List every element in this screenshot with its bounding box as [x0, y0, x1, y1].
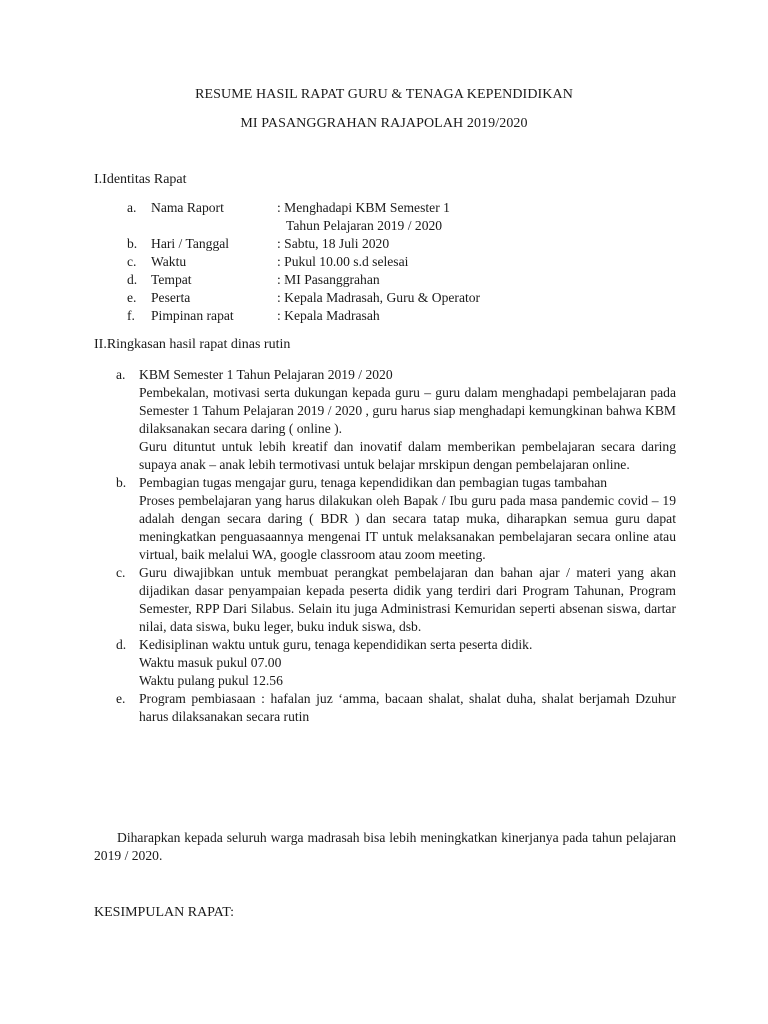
section-heading-summary: II.Ringkasan hasil rapat dinas rutin [94, 337, 291, 352]
summary-item-heading: Pembagian tugas mengajar guru, tenaga kependidikan dan pembagian tugas tambahan [139, 475, 608, 490]
identity-label: Peserta [151, 290, 191, 305]
summary-item-heading: Guru diwajibkan untuk membuat perangkat pembelajaran dan bahan ajar / materi yang akan dijadikan dasar penyampaian kepada peserta didik yang terdiri dari Program Tahunan, Program Semester, RPP Dari Silabus. Selain itu juga Administrasi Kemuridan seperti absenan siswa, dartar nilai, data siswa, buku leger, buku induk siswa, dsb. [139, 565, 676, 634]
identity-label: Waktu [151, 254, 187, 269]
summary-item-paragraph: Waktu pulang pukul 12.56 [139, 673, 283, 688]
identity-label: Hari / Tanggal [151, 236, 230, 251]
summary-item-heading: Program pembiasaan : hafalan juz ‘amma, bacaan shalat, shalat duha, shalat berjamah Dzuhur harus dilaksanakan secara rutin [139, 691, 676, 724]
summary-item-letter: d. [116, 637, 127, 652]
summary-item [116, 366, 676, 474]
identity-letter: f. [127, 308, 135, 323]
summary-item [116, 564, 676, 636]
summary-item [116, 474, 676, 564]
identity-label: Nama Raport [151, 200, 224, 215]
summary-item-paragraph: Pembekalan, motivasi serta dukungan kepada guru – guru dalam menghadapi pembelajaran pada Semester 1 Tahum Pelajaran 2019 / 2020 , guru harus siap menghadapi kemungkinan bahwa KBM dilaksanakan secara daring ( online ). [139, 385, 676, 436]
identity-letter: b. [127, 236, 138, 251]
section-heading-identity: I.Identitas Rapat [94, 172, 187, 187]
summary-item-letter: e. [116, 691, 126, 706]
summary-item-letter: c. [116, 565, 126, 580]
summary-item [116, 636, 676, 690]
identity-value: : MI Pasanggrahan [277, 272, 380, 287]
closing-paragraph: Diharapkan kepada seluruh warga madrasah bisa lebih meningkatkan kinerjanya pada tahun pelajaran 2019 / 2020. [94, 830, 676, 863]
summary-item-paragraph: Waktu masuk pukul 07.00 [139, 655, 282, 670]
summary-list [116, 366, 676, 726]
document-title: RESUME HASIL RAPAT GURU & TENAGA KEPENDIDIKAN [195, 87, 573, 102]
identity-value: : Pukul 10.00 s.d selesai [277, 254, 409, 269]
summary-item-letter: b. [116, 475, 127, 490]
summary-item-paragraph: Guru dituntut untuk lebih kreatif dan inovatif dalam memberikan pembelajaran secara daring supaya anak – anak lebih termotivasi untuk belajar mrskipun dengan pembelajaran online. [139, 439, 676, 472]
identity-letter: e. [127, 290, 137, 305]
identity-value: : Menghadapi KBM Semester 1 [277, 200, 450, 215]
identity-label: Pimpinan rapat [151, 308, 234, 323]
identity-letter: c. [127, 254, 137, 269]
identity-letter: d. [127, 272, 138, 287]
summary-item [116, 690, 676, 726]
document-subtitle: MI PASANGGRAHAN RAJAPOLAH 2019/2020 [240, 116, 528, 131]
conclusion-heading: KESIMPULAN RAPAT: [94, 905, 234, 920]
identity-value: : Kepala Madrasah [277, 308, 380, 323]
identity-letter: a. [127, 200, 137, 215]
identity-value: : Kepala Madrasah, Guru & Operator [277, 290, 481, 305]
identity-label: Tempat [151, 272, 192, 287]
summary-item-heading: Kedisiplinan waktu untuk guru, tenaga kependidikan serta peserta didik. [139, 637, 533, 652]
summary-item-letter: a. [116, 367, 126, 382]
identity-value-continuation: Tahun Pelajaran 2019 / 2020 [286, 218, 443, 233]
identity-value: : Sabtu, 18 Juli 2020 [277, 236, 390, 251]
summary-item-heading: KBM Semester 1 Tahun Pelajaran 2019 / 2020 [139, 367, 393, 382]
summary-item-paragraph: Proses pembelajaran yang harus dilakukan oleh Bapak / Ibu guru pada masa pandemic covid – 19 adalah dengan secara daring ( BDR ) dan secara tatap muka, diharapkan semua guru dapat meningkatkan penguasaannya mengenai IT untuk melaksanakan pembelajaran secara online atau virtual, baik melalui WA, google classroom atau zoom meeting. [139, 493, 676, 562]
